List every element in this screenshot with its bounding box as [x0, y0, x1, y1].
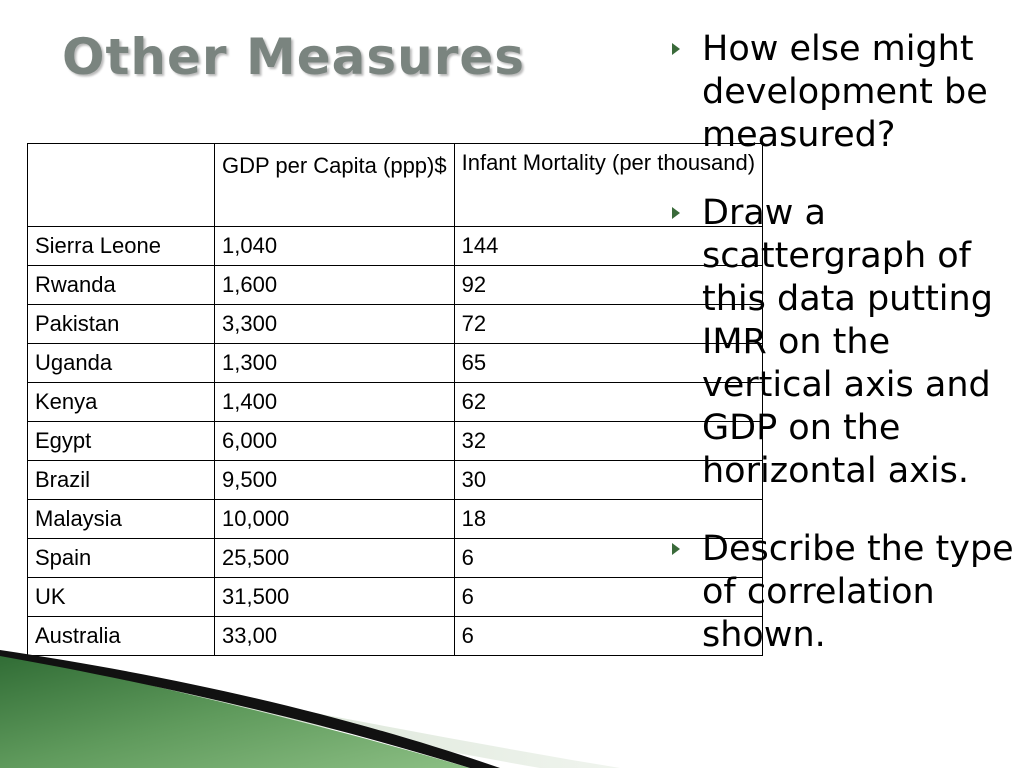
table-row: [28, 461, 763, 500]
infant-mortality-cell: 144: [454, 227, 762, 266]
table-row: [28, 578, 763, 617]
gdp-cell: 10,000: [215, 500, 455, 539]
gdp-cell: 1,600: [215, 266, 455, 305]
infant-mortality-cell: 6: [454, 578, 762, 617]
country-cell: Sierra Leone: [28, 227, 215, 266]
table-row: [28, 227, 763, 266]
table-row: [28, 344, 763, 383]
country-cell: Kenya: [28, 383, 215, 422]
infant-mortality-cell: 65: [454, 344, 762, 383]
country-cell: Egypt: [28, 422, 215, 461]
gdp-cell: 25,500: [215, 539, 455, 578]
infant-mortality-cell: 30: [454, 461, 762, 500]
table-row: [28, 500, 763, 539]
country-cell: Pakistan: [28, 305, 215, 344]
bullet-text: Draw a scattergraph of this data putting IMR on the vertical axis and GDP on the horizontal axis.: [702, 193, 993, 491]
infant-mortality-cell: 62: [454, 383, 762, 422]
gdp-cell: 6,000: [215, 422, 455, 461]
infant-mortality-cell: 6: [454, 617, 762, 656]
table-row: [28, 266, 763, 305]
bullet-arrow-icon: [672, 543, 680, 555]
table-row: [28, 305, 763, 344]
country-cell: UK: [28, 578, 215, 617]
bullet-arrow-icon: [672, 207, 680, 219]
infant-mortality-cell: 72: [454, 305, 762, 344]
table-row: [28, 383, 763, 422]
gdp-cell: 1,040: [215, 227, 455, 266]
bullet-item: [672, 528, 1022, 657]
data-table: [27, 143, 763, 656]
bullet-list: [672, 28, 1022, 692]
gdp-cell: 31,500: [215, 578, 455, 617]
bullet-arrow-icon: [672, 43, 680, 55]
country-cell: Rwanda: [28, 266, 215, 305]
bullet-item: [672, 28, 1022, 157]
header-country: [28, 144, 215, 227]
country-cell: Uganda: [28, 344, 215, 383]
bullet-text: Describe the type of correlation shown.: [702, 529, 1014, 655]
infant-mortality-cell: 6: [454, 539, 762, 578]
table-header-row: [28, 144, 763, 227]
table-row: [28, 617, 763, 656]
bullet-text: How else might development be measured?: [702, 29, 988, 155]
infant-mortality-cell: 32: [454, 422, 762, 461]
country-cell: Australia: [28, 617, 215, 656]
swoosh-dark-band: [0, 650, 500, 768]
infant-mortality-cell: 18: [454, 500, 762, 539]
infant-mortality-cell: 92: [454, 266, 762, 305]
gdp-cell: 1,400: [215, 383, 455, 422]
gdp-cell: 9,500: [215, 461, 455, 500]
gdp-cell: 33,00: [215, 617, 455, 656]
swoosh-green-band: [0, 652, 470, 768]
bullet-item: [672, 192, 1022, 493]
country-cell: Brazil: [28, 461, 215, 500]
table-row: [28, 539, 763, 578]
country-cell: Malaysia: [28, 500, 215, 539]
table-row: [28, 422, 763, 461]
country-cell: Spain: [28, 539, 215, 578]
swoosh-light-band: [0, 652, 620, 768]
table-body: [28, 227, 763, 656]
gdp-cell: 1,300: [215, 344, 455, 383]
header-gdp: GDP per Capita (ppp)$: [215, 144, 455, 227]
gdp-cell: 3,300: [215, 305, 455, 344]
header-infant-mortality: Infant Mortality (per thousand): [454, 144, 762, 227]
slide-title: Other Measures: [62, 28, 526, 86]
